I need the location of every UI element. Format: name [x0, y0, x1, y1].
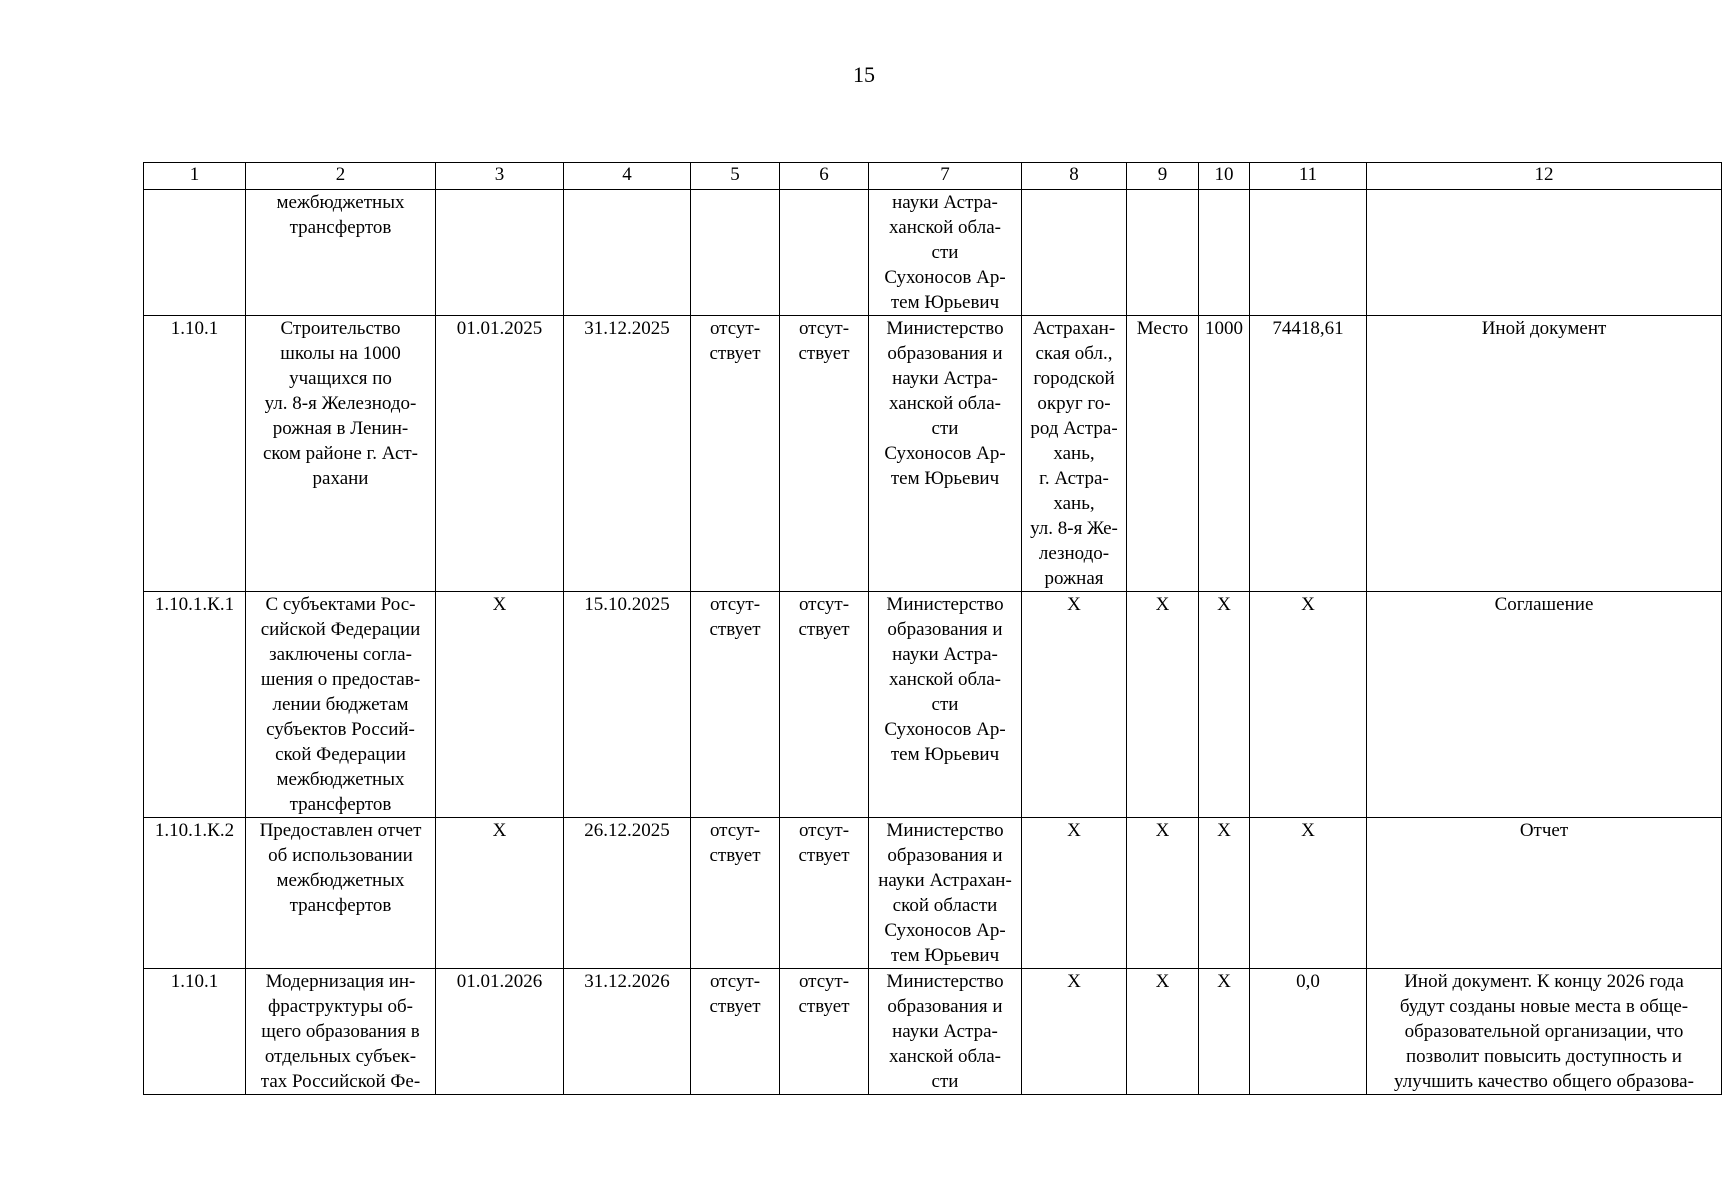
table-cell	[780, 969, 869, 1095]
table-cell	[144, 592, 246, 818]
column-header-9: 9	[1127, 163, 1199, 190]
table-cell	[246, 969, 436, 1095]
table-cell	[1367, 592, 1722, 818]
cell-text: отсут- ствует	[798, 594, 850, 640]
table-cell	[1127, 592, 1199, 818]
cell-text: науки Астра- ханской обла- сти Сухоносов Ар- тем Юрьевич	[884, 192, 1006, 313]
cell-text: X	[1067, 971, 1081, 992]
cell-text: С субъектами Рос- сийской Федерации заключены согла- шения о предостав- лении бюджетам субъектов Россий- ской Федерации межбюджетных трансфертов	[260, 594, 421, 815]
table-row	[144, 592, 1722, 818]
table-cell	[1199, 592, 1250, 818]
table-cell	[691, 969, 780, 1095]
cell-text: X	[492, 820, 507, 841]
table-cell	[780, 818, 869, 969]
table-cell	[1127, 316, 1199, 592]
cell-text: Соглашение	[1494, 594, 1594, 615]
table-cell	[144, 818, 246, 969]
table-cell	[436, 818, 564, 969]
table-cell	[1367, 190, 1722, 316]
cell-text: Министерство образования и науки Астра- ханской обла- сти	[886, 971, 1004, 1092]
cell-text: Место	[1136, 318, 1189, 339]
table-cell	[144, 190, 246, 316]
column-header-1: 1	[144, 163, 246, 190]
table-cell	[564, 316, 691, 592]
cell-text: Отчет	[1519, 820, 1569, 841]
column-header-6: 6	[780, 163, 869, 190]
page-number: 15	[853, 62, 875, 87]
table-cell	[869, 818, 1022, 969]
document-table	[143, 162, 1722, 1095]
cell-text: X	[1155, 820, 1170, 841]
cell-text: 15.10.2025	[584, 594, 670, 615]
table-cell	[1250, 969, 1367, 1095]
cell-text: отсут- ствует	[709, 318, 761, 364]
table-cell	[564, 190, 691, 316]
cell-text: X	[1217, 594, 1231, 615]
column-header-8: 8	[1022, 163, 1127, 190]
table-row	[144, 190, 1722, 316]
cell-text: 74418,61	[1272, 318, 1344, 339]
column-header-11: 11	[1250, 163, 1367, 190]
cell-text: 1.10.1	[170, 971, 219, 992]
table-cell	[436, 316, 564, 592]
cell-text: 0,0	[1296, 971, 1320, 992]
column-header-4: 4	[564, 163, 691, 190]
table-cell	[1127, 818, 1199, 969]
cell-text: 31.12.2026	[584, 971, 670, 992]
table-cell	[780, 592, 869, 818]
column-header-10: 10	[1199, 163, 1250, 190]
table-cell	[144, 316, 246, 592]
table-cell	[436, 969, 564, 1095]
column-header-7: 7	[869, 163, 1022, 190]
cell-text: отсут- ствует	[709, 971, 761, 1017]
table-cell	[1127, 969, 1199, 1095]
cell-text: Астрахан- ская обл., городской округ го- род Астра- хань, г. Астра- хань, ул. 8-я Же- лезнодо- рожная	[1030, 318, 1118, 589]
table-cell	[691, 818, 780, 969]
table-cell	[1022, 818, 1127, 969]
table-cell	[1022, 190, 1127, 316]
table-row	[144, 316, 1722, 592]
cell-text: X	[1301, 594, 1315, 615]
table-cell	[564, 818, 691, 969]
table-cell	[1199, 818, 1250, 969]
cell-text: 1.10.1	[170, 318, 219, 339]
table-cell	[1022, 969, 1127, 1095]
cell-text: Иной документ. К концу 2026 года будут созданы новые места в обще- образовательной организации, что позволит повысить доступность и улучшить качество общего образова-	[1394, 971, 1694, 1092]
table-cell	[1199, 969, 1250, 1095]
cell-text: X	[1217, 971, 1231, 992]
table-cell	[1250, 190, 1367, 316]
table-cell	[1022, 316, 1127, 592]
table-cell	[691, 316, 780, 592]
table-cell	[564, 969, 691, 1095]
cell-text: Министерство образования и науки Астрахан- ской области Сухоносов Ар- тем Юрьевич	[878, 820, 1012, 966]
table-cell	[1250, 592, 1367, 818]
cell-text: 01.01.2025	[456, 318, 543, 339]
table-cell	[691, 592, 780, 818]
cell-text: отсут- ствует	[798, 971, 850, 1017]
cell-text: 1000	[1205, 318, 1243, 339]
table-cell	[869, 316, 1022, 592]
table-cell	[436, 190, 564, 316]
table-cell	[691, 190, 780, 316]
table-cell	[144, 969, 246, 1095]
cell-text: X	[1155, 971, 1170, 992]
table-cell	[246, 592, 436, 818]
table-cell	[1199, 190, 1250, 316]
cell-text: 31.12.2025	[584, 318, 670, 339]
column-header-12: 12	[1367, 163, 1722, 190]
cell-text: 1.10.1.К.2	[154, 820, 235, 841]
cell-text: X	[492, 594, 507, 615]
cell-text: межбюджетных трансфертов	[276, 192, 405, 238]
column-header-3: 3	[436, 163, 564, 190]
header-row	[144, 163, 1722, 190]
table-cell	[1250, 316, 1367, 592]
cell-text: Строительство школы на 1000 учащихся по ул. 8-я Железнодо- рожная в Ленин- ском районе г. Аст- рахани	[262, 318, 419, 489]
cell-text: 26.12.2025	[584, 820, 670, 841]
table-cell	[869, 969, 1022, 1095]
table-cell	[1250, 818, 1367, 969]
table-cell	[1022, 592, 1127, 818]
table-cell	[1127, 190, 1199, 316]
cell-text: 1.10.1.К.1	[154, 594, 235, 615]
table-cell	[246, 190, 436, 316]
cell-text: X	[1155, 594, 1170, 615]
table-cell	[780, 190, 869, 316]
table-cell	[1367, 818, 1722, 969]
table-cell	[1367, 969, 1722, 1095]
column-header-5: 5	[691, 163, 780, 190]
cell-text: отсут- ствует	[709, 594, 761, 640]
table-cell	[246, 818, 436, 969]
table-cell	[869, 592, 1022, 818]
table-cell	[780, 316, 869, 592]
table-row	[144, 969, 1722, 1095]
cell-text: X	[1217, 820, 1231, 841]
cell-text: X	[1301, 820, 1315, 841]
cell-text: X	[1067, 594, 1081, 615]
column-header-2: 2	[246, 163, 436, 190]
cell-text: Министерство образования и науки Астра- ханской обла- сти Сухоносов Ар- тем Юрьевич	[884, 594, 1006, 765]
cell-text: 01.01.2026	[456, 971, 543, 992]
cell-text: Иной документ	[1481, 318, 1607, 339]
table-row	[144, 818, 1722, 969]
cell-text: Предоставлен отчет об использовании межбюджетных трансфертов	[259, 820, 422, 916]
cell-text: X	[1067, 820, 1081, 841]
cell-text: отсут- ствует	[798, 820, 850, 866]
table-cell	[869, 190, 1022, 316]
table-cell	[1367, 316, 1722, 592]
table-cell	[436, 592, 564, 818]
cell-text: отсут- ствует	[798, 318, 850, 364]
cell-text: отсут- ствует	[709, 820, 761, 866]
table-cell	[246, 316, 436, 592]
cell-text: Модернизация ин- фраструктуры об- щего образования в отдельных субъек- тах Российской Фе-	[260, 971, 421, 1092]
table-cell	[1199, 316, 1250, 592]
cell-text: Министерство образования и науки Астра- ханской обла- сти Сухоносов Ар- тем Юрьевич	[884, 318, 1006, 489]
table-cell	[564, 592, 691, 818]
